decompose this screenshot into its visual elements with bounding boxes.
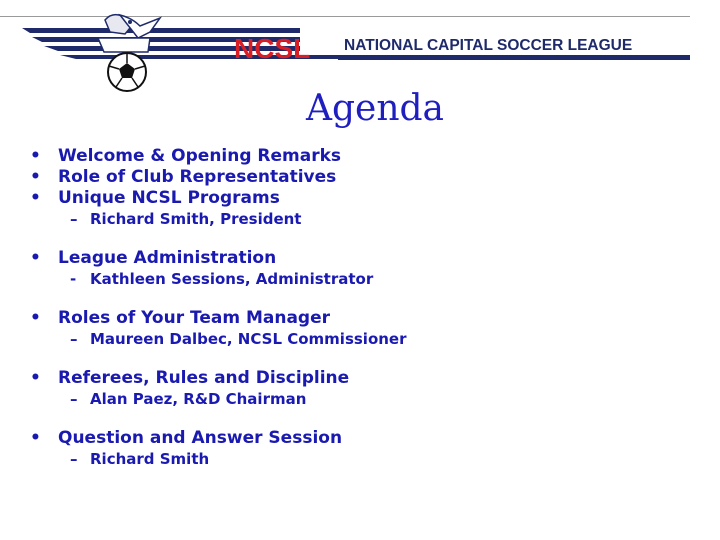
dash-icon: – — [70, 450, 78, 468]
agenda-subitem — [70, 390, 306, 408]
agenda-item — [30, 188, 280, 208]
page-title: Agenda — [305, 88, 445, 129]
agenda-subitem — [70, 210, 301, 228]
agenda-item-label: Referees, Rules and Discipline — [58, 368, 350, 388]
agenda-item-label: Question and Answer Session — [58, 428, 343, 448]
agenda-item — [30, 428, 342, 448]
bullet-icon: • — [30, 308, 41, 328]
agenda-subitem — [70, 270, 373, 288]
presenter-label: Maureen Dalbec, NCSL Commissioner — [90, 330, 407, 348]
bullet-icon: • — [30, 368, 41, 388]
bullet-icon: • — [30, 248, 41, 268]
dash-icon: – — [70, 330, 78, 348]
agenda-item-label: Unique NCSL Programs — [58, 188, 280, 208]
agenda-item — [30, 308, 330, 328]
presenter-label: Richard Smith — [90, 450, 210, 468]
agenda-subitem — [70, 330, 407, 348]
league-name: NATIONAL CAPITAL SOCCER LEAGUE — [344, 37, 633, 54]
presenter-label: Kathleen Sessions, Administrator — [90, 270, 374, 288]
agenda-item-label: Welcome & Opening Remarks — [58, 146, 342, 166]
agenda-item — [30, 368, 349, 388]
agenda-item — [30, 167, 336, 187]
agenda-item — [30, 248, 276, 268]
agenda-item-label: Roles of Your Team Manager — [58, 308, 331, 328]
agenda-item-label: Role of Club Representatives — [58, 167, 337, 187]
bullet-icon: • — [30, 167, 41, 187]
bullet-icon: • — [30, 146, 41, 166]
agenda-item-label: League Administration — [58, 248, 277, 268]
dash-icon: - — [70, 270, 77, 288]
presenter-label: Richard Smith, President — [90, 210, 302, 228]
bullet-icon: • — [30, 188, 41, 208]
dash-icon: – — [70, 210, 78, 228]
agenda-item — [30, 146, 341, 166]
agenda-subitem — [70, 450, 209, 468]
dash-icon: – — [70, 390, 78, 408]
ncsl-logo-text: NCSL — [234, 33, 311, 64]
bullet-icon: • — [30, 428, 41, 448]
presenter-label: Alan Paez, R&D Chairman — [90, 390, 307, 408]
